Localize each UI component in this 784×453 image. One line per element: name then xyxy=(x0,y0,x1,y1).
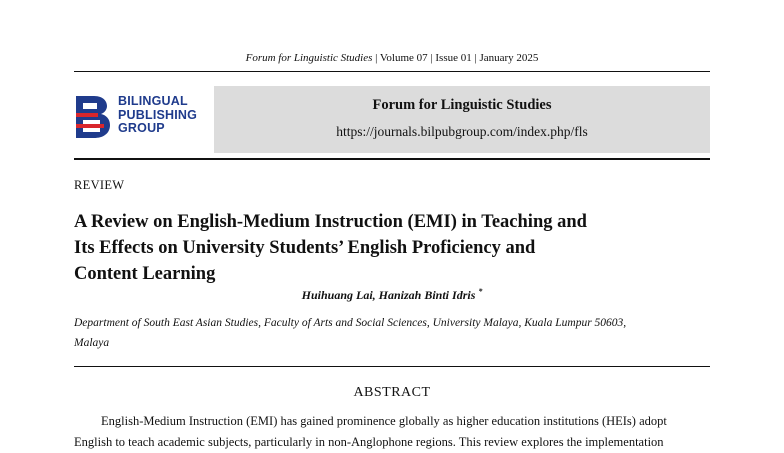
abstract-body xyxy=(74,411,714,453)
title-line-1: A Review on English-Medium Instruction (EMI) in Teaching and xyxy=(74,212,587,232)
journal-banner xyxy=(214,86,710,153)
article-type: REVIEW xyxy=(74,178,125,192)
affiliation xyxy=(74,313,714,353)
running-head-details: | Volume 07 | Issue 01 | January 2025 xyxy=(372,52,539,64)
authors-names: Huihuang Lai, Hanizah Binti Idris xyxy=(301,288,476,302)
abstract-rule xyxy=(74,366,710,367)
logo-line-1: BILINGUAL xyxy=(118,94,188,108)
title-line-3: Content Learning xyxy=(74,264,216,284)
running-head-journal: Forum for Linguistic Studies xyxy=(245,52,373,64)
journal-url[interactable]: https://journals.bilpubgroup.com/index.php/fls xyxy=(336,124,588,139)
affiliation-line-1: Department of South East Asian Studies, Faculty of Arts and Social Sciences, University Malaya, Kuala Lumpur 50603, xyxy=(74,317,627,329)
header-rule xyxy=(74,158,710,160)
publisher-logo xyxy=(74,94,224,140)
affiliation-line-2: Malaya xyxy=(74,337,110,349)
top-rule xyxy=(74,71,710,72)
logo-line-3: GROUP xyxy=(118,121,165,135)
abstract-line-2: English to teach academic subjects, particularly in non-Anglophone regions. This review explores the implementation xyxy=(74,435,664,449)
abstract-heading: ABSTRACT xyxy=(353,385,431,400)
publisher-logo-text xyxy=(118,95,197,136)
author-list xyxy=(0,287,784,303)
title-line-2: Its Effects on University Students’ English Proficiency and xyxy=(74,238,536,258)
running-head xyxy=(0,52,784,64)
article-title xyxy=(74,209,694,287)
logo-line-2: PUBLISHING xyxy=(118,107,198,122)
corresponding-author-mark: * xyxy=(478,287,483,296)
abstract-line-1: English-Medium Instruction (EMI) has gained prominence globally as higher education institutions (HEIs) adopt xyxy=(101,414,667,428)
publisher-b-logo-icon xyxy=(74,94,114,140)
journal-name: Forum for Linguistic Studies xyxy=(372,97,552,113)
